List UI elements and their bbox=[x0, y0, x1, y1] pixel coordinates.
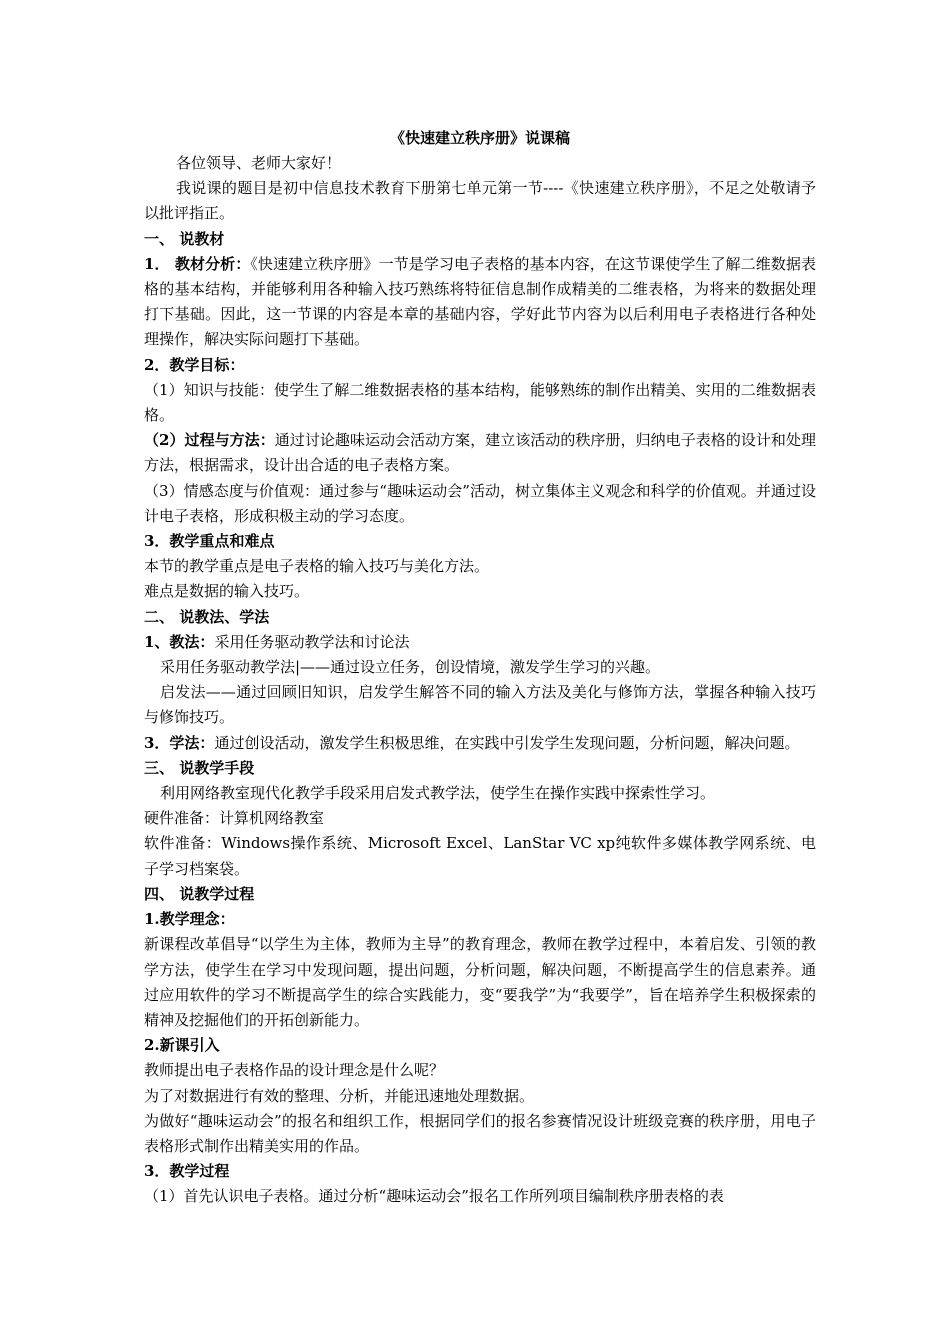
goal-attitude: （3）情感态度与价值观：通过参与“趣味运动会”活动，树立集体主义观念和科学的价值观。并通过设计电子表格，形成积极主动的学习态度。 bbox=[144, 481, 816, 525]
learning-method-text: 通过创设活动，激发学生积极思维，在实践中引发学生发现问题，分析问题，解决问题。 bbox=[214, 733, 800, 752]
textbook-analysis-text: 《快速建立秩序册》一节是学习电子表格的基本内容，在这节课使学生了解二维数据表格的基本结构，并能够利用各种输入技巧熟练将特征信息制作成精美的二维表格，为将来的数据处理打下基础。因此，这一节课的内容是本章的基础内容，学好此节内容为以后利用电子表格进行各种处理操作，解决实际问题打下基础。 bbox=[144, 254, 816, 349]
teaching-method-text: 采用任务驱动教学法和讨论法 bbox=[214, 632, 410, 651]
key-point: 本节的教学重点是电子表格的输入技巧与美化方法。 bbox=[144, 557, 490, 576]
goal-process-label: （2）过程与方法： bbox=[144, 431, 275, 450]
textbook-analysis-label: 1． 教材分析： bbox=[144, 254, 251, 273]
document-page bbox=[144, 126, 816, 1210]
section-1-heading: 一、 说教材 bbox=[144, 229, 225, 248]
teaching-goals-heading: 2．教学目标： bbox=[144, 355, 245, 374]
method-task-driven: 采用任务驱动教学法|——通过设立任务，创设情境，激发学生学习的兴趣。 bbox=[160, 658, 661, 677]
lesson-intro-heading: 2.新课引入 bbox=[144, 1036, 220, 1055]
document-title: 《快速建立秩序册》说课稿 bbox=[389, 129, 570, 147]
textbook-analysis bbox=[144, 252, 816, 353]
lesson-intro-answer: 为了对数据进行有效的整理、分析，并能迅速地处理数据。 bbox=[144, 1086, 535, 1105]
goal-process bbox=[144, 428, 816, 478]
teaching-method-label: 1、教法： bbox=[144, 632, 215, 651]
intro-paragraph: 我说课的题目是初中信息技术教育下册第七单元第一节----《快速建立秩序册》，不足之处敬请予以批评指正。 bbox=[144, 179, 816, 223]
software-prep: 软件准备：Windows操作系统、Microsoft Excel、LanStar VC xp纯软件多媒体教学网系统、电子学习档案袋。 bbox=[144, 834, 816, 878]
process-step-1: （1）首先认识电子表格。通过分析“趣味运动会”报名工作所列项目编制秩序册表格的表 bbox=[144, 1187, 724, 1206]
learning-method-label: 3．学法： bbox=[144, 733, 215, 752]
learning-method bbox=[144, 731, 816, 756]
key-points-heading: 3．教学重点和难点 bbox=[144, 532, 275, 551]
greeting: 各位领导、老师大家好！ bbox=[176, 154, 342, 172]
hardware-prep: 硬件准备：计算机网络教室 bbox=[144, 809, 325, 828]
teaching-philosophy-heading: 1.教学理念： bbox=[144, 910, 235, 929]
teaching-process-heading: 3．教学过程 bbox=[144, 1162, 230, 1181]
method-heuristic: 启发法——通过回顾旧知识，启发学生解答不同的输入方法及美化与修饰方法，掌握各种输入技巧与修饰技巧。 bbox=[144, 683, 816, 727]
lesson-intro-question: 教师提出电子表格作品的设计理念是什么呢？ bbox=[144, 1061, 445, 1080]
lesson-intro-task: 为做好“趣味运动会”的报名和组织工作，根据同学们的报名参赛情况设计班级竞赛的秩序册，用电子表格形式制作出精美实用的作品。 bbox=[144, 1111, 816, 1155]
teaching-philosophy: 新课程改革倡导“以学生为主体，教师为主导”的教育理念，教师在教学过程中，本着启发、引领的教学方法，使学生在学习中发现问题，提出问题，分析问题，解决问题，不断提高学生的信息素养。通过应用软件的学习不断提高学生的综合实践能力，变“要我学”为“我要学”，旨在培养学生积极探索的精神及挖掘他们的开拓创新能力。 bbox=[144, 935, 816, 1029]
section-3-heading: 三、 说教学手段 bbox=[144, 758, 255, 777]
section-2-heading: 二、 说教法、学法 bbox=[144, 607, 270, 626]
difficulty: 难点是数据的输入技巧。 bbox=[144, 582, 310, 601]
goal-knowledge: （1）知识与技能：使学生了解二维数据表格的基本结构，能够熟练的制作出精美、实用的二维数据表格。 bbox=[144, 380, 816, 425]
section-4-heading: 四、 说教学过程 bbox=[144, 884, 255, 903]
goal-process-text: 通过讨论趣味运动会活动方案，建立该活动的秩序册，归纳电子表格的设计和处理方法，根据需求，设计出合适的电子表格方案。 bbox=[144, 431, 816, 475]
teaching-method bbox=[144, 630, 816, 655]
teaching-means: 利用网络教室现代化教学手段采用启发式教学法，使学生在操作实践中探索性学习。 bbox=[160, 784, 716, 803]
